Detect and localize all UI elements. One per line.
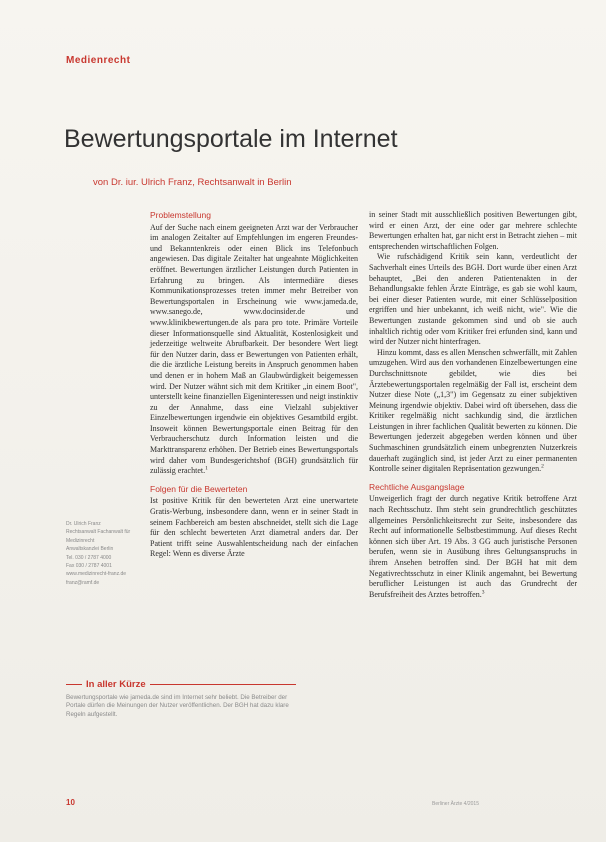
summary-rule [66, 684, 82, 685]
column-right [369, 210, 577, 600]
paragraph: Ist positive Kritik für den bewerteten Arzt eine unerwartete Gratis-Werbung, insbesondere dann, wenn er in seiner Stadt in seinem Fachbereich am besten abschneidet, stellt sich die Lage für den schlecht bewerteten Arzt diametral anders dar. Der Patient trifft seine Auswahlentscheidung nach der einfachen Regel: Wenn es diverse Ärzte [150, 496, 358, 559]
article-title: Bewertungsportale im Internet [64, 125, 398, 153]
footnote-marker: 3 [481, 589, 485, 596]
summary-header [66, 679, 296, 690]
paragraph: Wie rufschädigend Kritik sein kann, verdeutlicht der Sachverhalt eines Urteils des BGH. Dort wurde über einen Arzt behauptet, „Bei den anderen Patientenakten in der Behandlungsakte fehlen Ärzte Einträge, es gab sie wohl kaum, bei einer dieser Patienten wurde, mit einer Schlüsselposition ergriffen und hier unbekannt, ich weiß nicht, wie". Wie die Bewertungen zustande gekommen sind und ob sie auch inhaltlich richtig oder vom Kritiker frei erfunden sind, kann und wird der Nutzer nicht hinterfragen. [369, 252, 577, 347]
sidenote-line: Dr. Ulrich Franz [66, 521, 101, 527]
journal-footer: Berliner Ärzte 4/2015 [432, 801, 479, 807]
sidenote-line: franz@ramf.de [66, 579, 100, 586]
paragraph: Auf der Suche nach einem geeigneten Arzt war der Verbraucher im analogen Zeitalter auf Empfehlungen im engeren Freundes- und Bekanntenkreis oder einen Blick ins Telefonbuch angewiesen. Das digitale Zeitalter hat ungeahnte Möglichkeiten eröffnet. Bewertungen ärztlicher Leistungen durch Patienten in Erfahrung zu bringen. Als intermediäre dieses Kommunikationsprozesses treten immer mehr Betreiber von Bewertungsportalen in Erscheinung wie www.jameda.de, www.sanego.de, www.docinsider.de und www.klinikbewertungen.de als para pro tote. Primäre Vorteile dieser Informationsquelle sind Aktualität, Kostenlosigkeit und jederzeitige weltweite Abrufbarkeit. Der besondere Wert liegt für den Nutzer darin, dass er Bewertungen von Patienten erhält, die die ärztliche Leistung bereits in Anspruch genommen haben und denen er in hohem Maß an Glaubwürdigkeit beigemessen wird. Der Nutzer wähnt sich mit dem Kritiker „in einem Boot", unterstellt keine finanziellen Eigeninteressen und neigt instinktiv zu der Annahme, dass eine Vielzahl subjektiver Einzelbewertungen irgendwie ein objektives Gesamtbild ergibt. Insoweit können Bewertungsportale einen Beitrag für den Verbraucherschutz durch Information leisten und die Markttransparenz erhöhen. Der Betrieb eines Bewertungsportals wird daher vom Bundesgerichtshof (BGH) grundsätzlich für zulässig erachtet.$^1$ [150, 222, 358, 476]
author-byline: von Dr. iur. Ulrich Franz, Rechtsanwalt in Berlin [93, 177, 292, 188]
paragraph: in seiner Stadt mit ausschließlich positiven Bewertungen gibt, wird er einen Arzt, der eine oder gar mehrere schlechte Bewertungen erhalten hat, gar nicht erst in Betracht ziehen – mit entsprechenden wirtschaftlichen Folgen. [369, 210, 577, 251]
paragraph: Hinzu kommt, dass es allen Menschen schwerfällt, mit Zahlen umzugehen. Wird aus den vorhandenen Einzelbewertungen eine Durchschnittsnote gebildet, wie dies bei Ärztebewertungsportalen regelmäßig der Fall ist, erscheint dem Nutzer diese Note („1,3") im Gegensatz zu einer subjektiven Meinung irgendwie objektiv. Dabei wird oft übersehen, dass die Kritiker regelmäßig nicht sachkundig sind, die ärztlichen Leistungen in ihrer fachlichen Qualität bewerten zu können. Die Bewertungen jederzeit abgegeben werden können und über Suchmaschinen grundsätzlich einem unbegrenzten Nutzerkreis dauerhaft zugänglich sind, ist jeder Arzt zu einer permanenten Kontrolle seiner digitalen Repräsentation gezwungen.$^2$ [369, 347, 577, 474]
heading-folgen: Folgen für die Bewerteten [150, 483, 248, 494]
sidenote-line: Rechtsanwalt Fachanwalt für [66, 529, 131, 536]
footnote-marker: 1 [205, 465, 208, 472]
section-rubric: Medienrecht [66, 55, 131, 66]
heading-rechtliche-ausgangslage: Rechtliche Ausgangslage [369, 481, 465, 492]
paragraph: Unweigerlich fragt der durch negative Kritik betroffene Arzt nach Rechtsschutz. Ihm steht sein grundrechtlich geschütztes allgemeines Persönlichkeitsrecht zur Seite, insbesondere das Recht auf informationelle Selbstbestimmung. Auf dieses Recht können sich über Art. 19 Abs. 3 GG auch juristische Personen berufen, wenn sie in Ausübung ihres Geltungsanspruchs in ihrem Ansehen betroffen sind. Der BGH hat mit dem Negativrechtsschutz in einer Klinik angemahnt, bei Bewertung beruflicher Leistungen ist auch das Grundrecht der Berufsfreiheit des Arztes betroffen.$^3$ [369, 494, 577, 599]
summary-title: In aller Kürze [86, 679, 146, 690]
sidenote-line: Tel. 030 / 2787 4000 [66, 554, 112, 561]
summary-box [66, 679, 296, 719]
summary-rule [150, 684, 296, 685]
author-sidenote [66, 521, 140, 588]
footnote-marker: 2 [541, 463, 544, 470]
sidenote-line: Fax 030 / 2787 4001 [66, 563, 112, 570]
page-number: 10 [66, 798, 75, 807]
sidenote-line: www.medizinrecht-franz.de [66, 571, 127, 578]
sidenote-line: Medizinrecht [66, 537, 95, 544]
heading-problemstellung: Problemstellung [150, 210, 211, 220]
sidenote-line: Anwaltskanzlei Berlin [66, 546, 114, 553]
summary-text: Bewertungsportale wie jameda.de sind im Internet sehr beliebt. Die Betreiber der Portale dürfen die Meinungen der Nutzer veröffentlichen. Der BGH hat dazu klare Regeln aufgestellt. [66, 694, 289, 718]
column-left [150, 210, 358, 560]
